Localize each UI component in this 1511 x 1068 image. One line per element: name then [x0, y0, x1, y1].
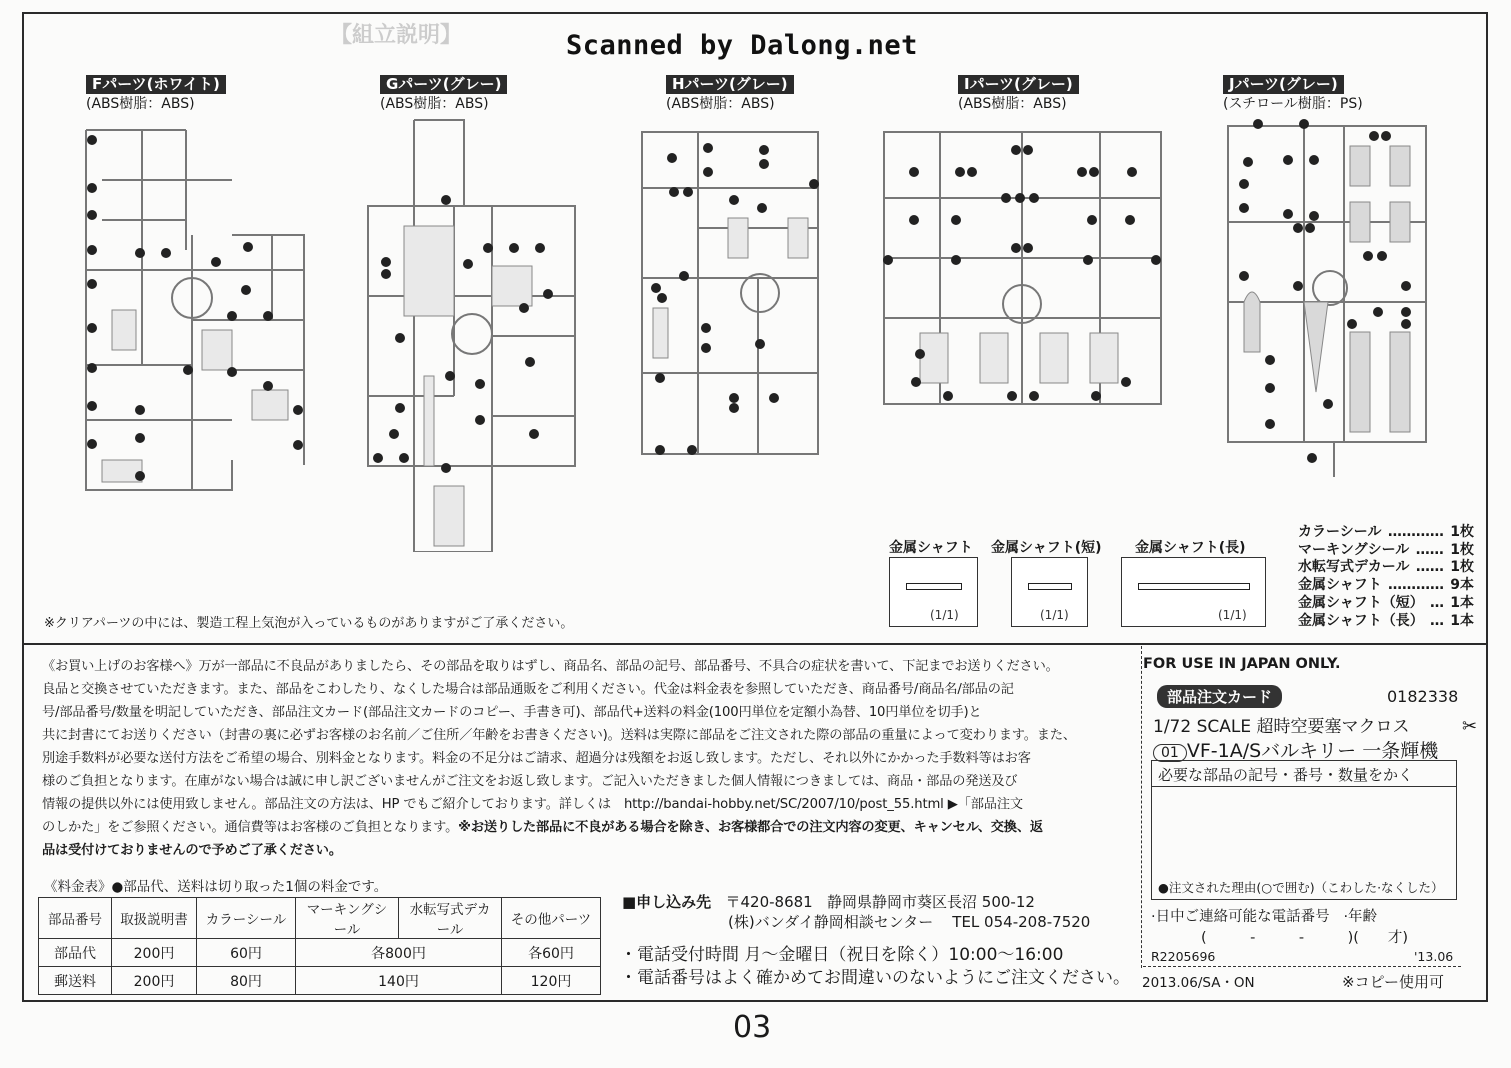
- shaft-long-label: 金属シャフト(長): [1135, 540, 1246, 556]
- notice-line: 様のご負担となります。在庫がない場合は誠に申し訳ございませんがご注文をお返し致します。ご記入いただきました個人情報につきましては、商品・部品の発送及び: [42, 774, 1018, 789]
- contents-item: 水転写式デカール …… 1枚: [1298, 559, 1474, 576]
- fee-cell: 各800円: [296, 939, 502, 967]
- shaft-long-bar: [1138, 583, 1250, 590]
- order-reason: ●注文された理由(○で囲む)（こわした·なくした）: [1158, 880, 1444, 895]
- contents-item: 金属シャフト（長） … 1本: [1298, 612, 1474, 629]
- shaft-box: [889, 557, 978, 627]
- contents-list: [1298, 524, 1474, 630]
- apply-address: 静岡県静岡市葵区長沼 500-12: [827, 893, 1035, 911]
- part-g-header: [380, 74, 507, 113]
- fee-row: [39, 939, 601, 967]
- notice-line: 号/部品番号/数量を明記していただき、部品注文カード(部品注文カードのコピー、手書き可)、部品代+送料の料金(100円単位を定額小為替、10円単位を切手)と: [42, 705, 982, 720]
- card-left-cut-line: [1141, 646, 1142, 968]
- fee-header: 水転写式デカール: [399, 898, 502, 939]
- notice-line: 良品と交換させていただきます。また、部品をこわしたり、なくした場合は部品通販をご利用ください。代金は料金表を参照していただき、商品番号/商品名/部品の記: [42, 682, 1014, 697]
- scissors-icon: ✂: [1462, 716, 1478, 737]
- shaft-scale: (1/1): [930, 608, 959, 622]
- phone-check: ・電話番号はよく確かめてお間違いのないようにご注文ください。: [620, 968, 1130, 988]
- part-f-material: (ABS樹脂：ABS): [86, 96, 195, 112]
- part-j-header: [1223, 74, 1363, 113]
- part-g-material: (ABS樹脂：ABS): [380, 96, 489, 112]
- apply-info: [622, 892, 1090, 932]
- notice-line: 《お買い上げのお客様へ》万が一部品に不良品がありましたら、その部品を取りはずし、商品名、部品の記号、部品番号、不具合の症状を書いて、下記までお送りください。: [42, 659, 1059, 674]
- fee-header: カラーシール: [197, 898, 296, 939]
- contents-item: 金属シャフト（短） … 1本: [1298, 594, 1474, 611]
- age-label: ·年齢: [1343, 909, 1378, 925]
- runner-g-diagram: [364, 116, 579, 552]
- apply-label: ■申し込み先: [622, 893, 712, 911]
- notice-line: [42, 839, 1128, 862]
- shaft-short-box: [1011, 557, 1088, 627]
- fee-cell: 郵送料: [39, 967, 112, 995]
- part-h-title: Hパーツ(グレー): [666, 75, 794, 94]
- shaft-short-bar: [1028, 583, 1072, 590]
- fee-table-wrap: [38, 897, 601, 995]
- runner-f-diagram: [82, 120, 307, 498]
- fee-header: マーキングシール: [296, 898, 399, 939]
- order-card-label: 部品注文カード: [1157, 685, 1282, 708]
- apply-postal: 〒420-8681: [725, 893, 813, 911]
- notice-line: 共に封書にてお送りください（封書の裏に必ずお客様のお名前／ご住所／年齢をお書きください)。送料は実際に部品をご注文された際の部品の重量によって変わります。また、: [42, 728, 1076, 743]
- notice-bold: ※お送りした部品に不良がある場合を除き、お客様都合での注文内容の変更、キャンセル、交換、返: [458, 820, 1043, 835]
- part-j-material: (スチロール樹脂：PS): [1223, 96, 1363, 112]
- ghost-heading: 【組立説明】: [330, 23, 463, 48]
- shaft-short-scale: (1/1): [1040, 608, 1069, 622]
- phone-hours: ・電話受付時間 月～金曜日（祝日を除く）10:00～16:00: [620, 945, 1064, 965]
- section-divider: [24, 643, 1486, 645]
- contents-item: カラーシール ………… 1枚: [1298, 524, 1474, 540]
- contents-item: 金属シャフト ………… 9本: [1298, 577, 1474, 594]
- page-number: 03: [733, 1010, 772, 1045]
- notice-line: 情報の提供以外には使用致しません。部品注文の方法は、HP でもご紹介しております。詳しくは http://bandai-hobby.net/SC/2007/10/post_55.html ▶「部品注文: [42, 797, 1023, 812]
- part-f-header: [86, 74, 226, 113]
- fee-header: 部品番号: [39, 898, 112, 939]
- order-model: VF-1A/Sバルキリー 一条輝機: [1186, 740, 1439, 762]
- phone-info: [620, 944, 1130, 990]
- fee-cell: 80円: [197, 967, 296, 995]
- shaft-label: 金属シャフト: [889, 540, 973, 556]
- fee-cell: 140円: [296, 967, 502, 995]
- part-i-title: Ⅰパーツ(グレー): [958, 75, 1079, 94]
- fee-cell: 各60円: [502, 939, 601, 967]
- customer-notice: [42, 655, 1128, 862]
- fee-cell: 200円: [112, 939, 197, 967]
- runner-h-diagram: [638, 128, 822, 458]
- part-f-title: Fパーツ(ホワイト): [86, 75, 226, 94]
- part-i-header: [958, 74, 1079, 113]
- required-parts-box[interactable]: [1151, 760, 1457, 900]
- fee-cell: 60円: [197, 939, 296, 967]
- copy-ok: ※コピー使用可: [1342, 973, 1444, 991]
- phone-age-line: [1151, 905, 1377, 926]
- shaft-long-scale: (1/1): [1218, 608, 1247, 622]
- notice-line: のしかた」をご参照ください。通信費等はお客様のご負担となります。※お送りした部品に不良がある場合を除き、お客様都合での注文内容の変更、キャンセル、交換、返: [42, 820, 1043, 835]
- contents-item: マーキングシール …… 1枚: [1298, 541, 1474, 558]
- fee-header: その他パーツ: [502, 898, 601, 939]
- cut-line: [1143, 966, 1461, 967]
- clear-parts-note: ※クリアパーツの中には、製造工程上気泡が入っているものがありますがご了承ください。: [44, 616, 574, 631]
- fee-header: 取扱説明書: [112, 898, 197, 939]
- fee-cell: 部品代: [39, 939, 112, 967]
- fee-header-row: [39, 898, 601, 939]
- fee-table: [38, 897, 601, 995]
- order-date: '13.06: [1414, 949, 1454, 964]
- order-code: 0182338: [1387, 687, 1459, 706]
- notice-bold: 品は受付けておりませんので予めご了承ください。: [42, 843, 342, 858]
- apply-center: (株)バンダイ静岡相談センター: [728, 913, 934, 931]
- runner-j-diagram: [1224, 112, 1430, 486]
- part-i-material: (ABS樹脂：ABS): [958, 96, 1067, 112]
- part-g-title: Gパーツ(グレー): [380, 75, 507, 94]
- scan-watermark: Scanned by Dalong.net: [566, 30, 918, 61]
- shaft-bar: [906, 583, 962, 590]
- order-model-line: [1153, 736, 1438, 763]
- notice-line: 別途手数料が必要な送付方法をご希望の場合、別料金となります。料金の不足分はご請求、超過分は残額をお返し致します。ただし、それ以外にかかった手数料等はお客: [42, 751, 1031, 766]
- shaft-long-box: [1121, 557, 1266, 627]
- apply-line-1: [622, 892, 1090, 912]
- for-japan-only: FOR USE IN JAPAN ONLY.: [1143, 656, 1341, 672]
- order-serial: R2205696: [1151, 949, 1216, 964]
- shaft-short-label: 金属シャフト(短): [991, 540, 1102, 556]
- edition: 2013.06/SA・ON: [1142, 975, 1255, 991]
- runner-i-diagram: [880, 128, 1165, 408]
- apply-line-2: [622, 912, 1090, 932]
- phone-fill-field[interactable]: ( - - )( 才): [1200, 930, 1409, 946]
- part-j-title: Jパーツ(グレー): [1223, 75, 1344, 94]
- fee-cell: 200円: [112, 967, 197, 995]
- fee-cell: 120円: [502, 967, 601, 995]
- order-scale-title: 1/72 SCALE 超時空要塞マクロス: [1153, 717, 1410, 737]
- required-parts-label: 必要な部品の記号・番号・数量をかく: [1152, 761, 1456, 787]
- part-h-header: [666, 74, 794, 113]
- apply-tel: TEL 054-208-7520: [952, 913, 1091, 931]
- order-num: 01: [1153, 744, 1187, 762]
- fee-title: 《料金表》●部品代、送料は切り取った1個の料金です。: [44, 879, 388, 895]
- phone-label: ·日中ご連絡可能な電話番号: [1151, 909, 1330, 925]
- part-h-material: (ABS樹脂：ABS): [666, 96, 775, 112]
- fee-row: [39, 967, 601, 995]
